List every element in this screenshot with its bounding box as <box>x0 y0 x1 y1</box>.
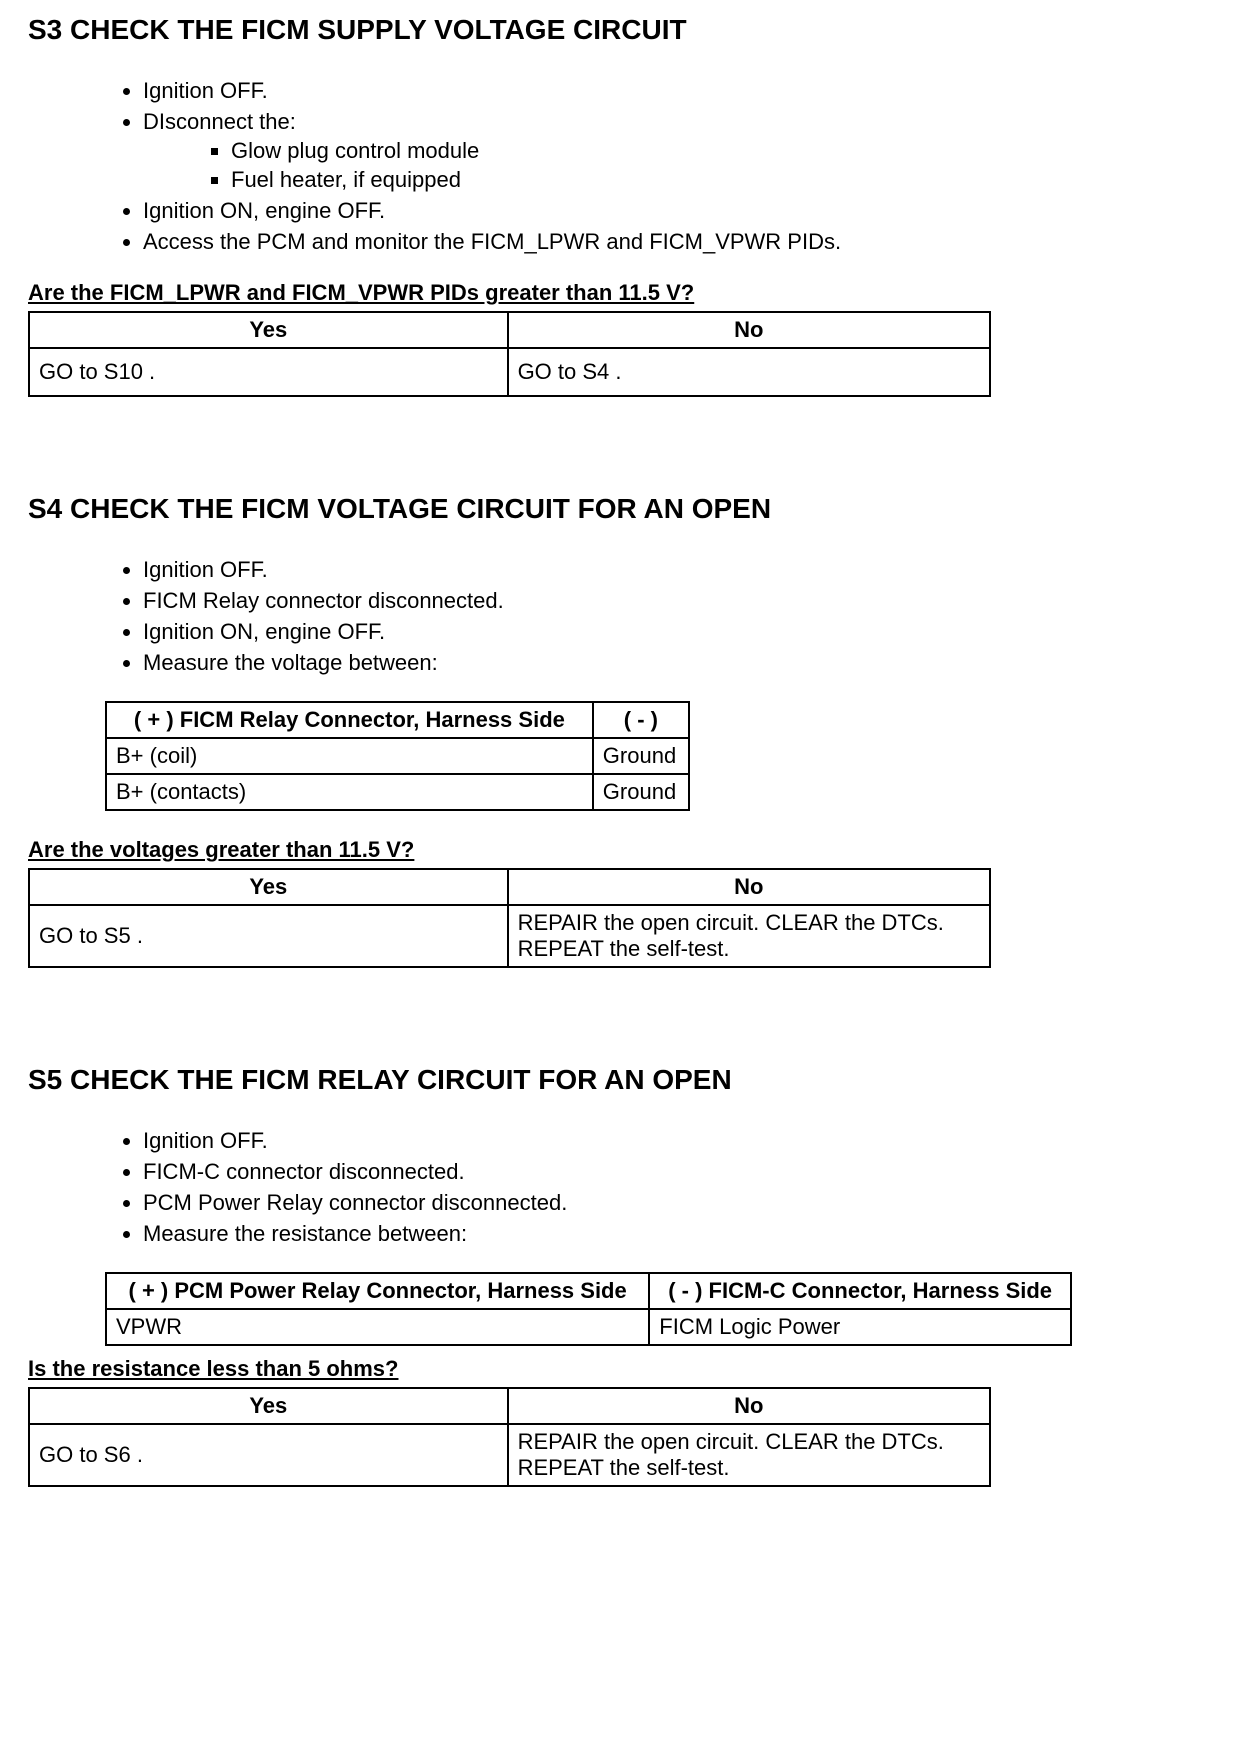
sub-bullet-text: Fuel heater, if equipped <box>231 167 461 193</box>
bullet-item <box>143 196 1218 225</box>
measure-point-cell: VPWR <box>106 1309 649 1345</box>
bullet-text: FICM-C connector disconnected. <box>143 1159 465 1185</box>
table-row <box>106 1309 1071 1345</box>
sub-bullet-item <box>231 165 1218 194</box>
s4-question: Are the voltages greater than 11.5 V? <box>28 837 415 863</box>
table-row <box>29 1424 990 1486</box>
bullet-text: PCM Power Relay connector disconnected. <box>143 1190 568 1216</box>
bullet-item <box>143 227 1218 256</box>
no-header: No <box>508 869 990 905</box>
table-row <box>29 348 990 396</box>
bullet-item <box>143 617 1218 646</box>
yes-cell: GO to S6 . <box>29 1424 508 1486</box>
sub-bullet-text: Glow plug control module <box>231 138 480 164</box>
measure-ref-cell: Ground <box>593 738 689 774</box>
section-s4 <box>28 493 1218 968</box>
bullet-item <box>143 76 1218 105</box>
bullet-item <box>143 648 1218 677</box>
table-row <box>106 738 689 774</box>
s5-bullet-list <box>28 1126 1218 1248</box>
bullet-text: Ignition OFF. <box>143 557 268 583</box>
yes-cell: GO to S10 . <box>29 348 508 396</box>
sub-bullet-item <box>231 136 1218 165</box>
s5-question: Is the resistance less than 5 ohms? <box>28 1356 399 1382</box>
yes-header: Yes <box>29 869 508 905</box>
section-title-s5: S5 CHECK THE FICM RELAY CIRCUIT FOR AN OPEN <box>28 1064 732 1096</box>
bullet-item <box>143 586 1218 615</box>
no-header: No <box>508 1388 990 1424</box>
s4-bullet-list <box>28 555 1218 677</box>
bullet-text: Access the PCM and monitor the FICM_LPWR and FICM_VPWR PIDs. <box>143 229 842 255</box>
no-header: No <box>508 312 990 348</box>
section-title-s3: S3 CHECK THE FICM SUPPLY VOLTAGE CIRCUIT <box>28 14 687 45</box>
yes-header: Yes <box>29 1388 508 1424</box>
table-row <box>29 905 990 967</box>
bullet-text: DIsconnect the: <box>143 109 296 135</box>
bullet-item <box>143 1126 1218 1155</box>
bullet-text: Ignition OFF. <box>143 1128 268 1154</box>
bullet-item <box>143 107 1218 194</box>
table-header-row <box>29 1388 990 1424</box>
negative-lead-header: ( - ) FICM-C Connector, Harness Side <box>649 1273 1071 1309</box>
bullet-text: FICM Relay connector disconnected. <box>143 588 504 614</box>
bullet-item <box>143 1157 1218 1186</box>
bullet-item <box>143 1188 1218 1217</box>
s3-sub-bullet-list <box>143 136 1218 194</box>
bullet-text: Measure the resistance between: <box>143 1221 468 1247</box>
section-title-s4: S4 CHECK THE FICM VOLTAGE CIRCUIT FOR AN OPEN <box>28 493 772 525</box>
bullet-item <box>143 555 1218 584</box>
bullet-text: Measure the voltage between: <box>143 650 438 676</box>
s4-decision-table <box>28 868 991 968</box>
s5-decision-table <box>28 1387 991 1487</box>
no-cell: REPAIR the open circuit. CLEAR the DTCs. REPEAT the self-test. <box>508 905 990 967</box>
yes-cell: GO to S5 . <box>29 905 508 967</box>
s3-bullet-list <box>28 76 1218 256</box>
bullet-item <box>143 1219 1218 1248</box>
s4-measurement-table <box>105 701 690 811</box>
section-s5 <box>28 1064 1218 1487</box>
positive-lead-header: ( + ) FICM Relay Connector, Harness Side <box>106 702 593 738</box>
section-s3 <box>28 14 1218 397</box>
yes-header: Yes <box>29 312 508 348</box>
table-header-row <box>29 869 990 905</box>
bullet-text: Ignition ON, engine OFF. <box>143 619 386 645</box>
bullet-text: Ignition OFF. <box>143 78 268 103</box>
bullet-text: Ignition ON, engine OFF. <box>143 198 386 224</box>
measure-point-cell: B+ (contacts) <box>106 774 593 810</box>
positive-lead-header: ( + ) PCM Power Relay Connector, Harness Side <box>106 1273 649 1309</box>
s5-measurement-table <box>105 1272 1072 1346</box>
negative-lead-header: ( - ) <box>593 702 689 738</box>
no-cell: REPAIR the open circuit. CLEAR the DTCs. REPEAT the self-test. <box>508 1424 990 1486</box>
table-header-row <box>106 702 689 738</box>
measure-ref-cell: FICM Logic Power <box>649 1309 1071 1345</box>
s3-question: Are the FICM_LPWR and FICM_VPWR PIDs greater than 11.5 V? <box>28 280 695 306</box>
no-cell: GO to S4 . <box>508 348 990 396</box>
table-header-row <box>29 312 990 348</box>
table-header-row <box>106 1273 1071 1309</box>
s3-decision-table <box>28 311 991 397</box>
table-row <box>106 774 689 810</box>
measure-ref-cell: Ground <box>593 774 689 810</box>
measure-point-cell: B+ (coil) <box>106 738 593 774</box>
